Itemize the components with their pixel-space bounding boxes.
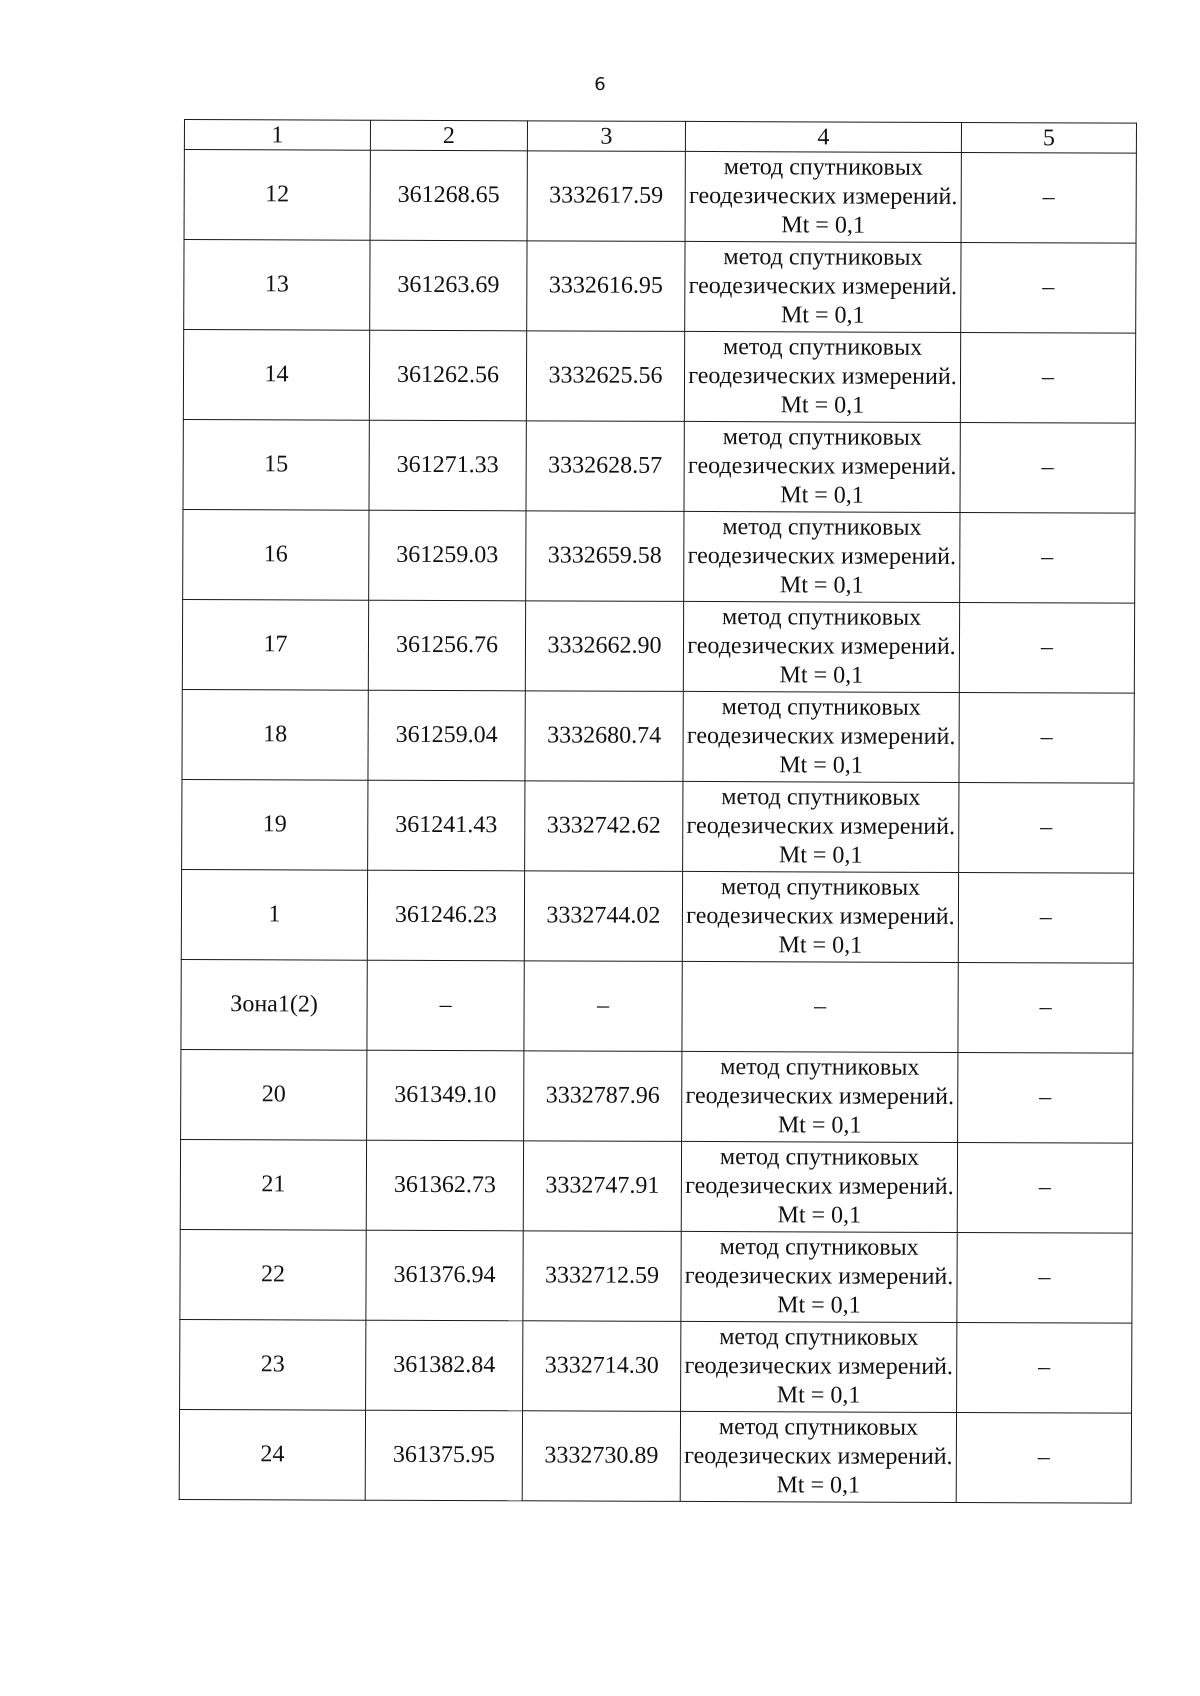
point-number-cell: 1	[181, 869, 367, 960]
table-row	[184, 150, 1136, 244]
method-cell: –	[682, 961, 958, 1052]
table-header-row	[184, 120, 1136, 154]
method-cell: метод спутниковых геодезических измерений. Mt = 0,1	[681, 1141, 957, 1232]
note-cell: –	[958, 1052, 1133, 1143]
note-cell: –	[958, 962, 1133, 1053]
column-header: 2	[370, 120, 527, 151]
x-coordinate-cell: 361376.94	[366, 1230, 523, 1321]
column-header: 3	[527, 121, 685, 152]
table-row	[181, 959, 1133, 1053]
y-coordinate-cell: 3332680.74	[525, 691, 683, 782]
y-coordinate-cell: 3332714.30	[523, 1321, 681, 1412]
x-coordinate-cell: 361259.03	[369, 510, 526, 601]
note-cell: –	[957, 1232, 1132, 1323]
x-coordinate-cell: 361263.69	[370, 240, 527, 331]
method-cell: метод спутниковых геодезических измерений. Mt = 0,1	[683, 601, 959, 692]
method-cell: метод спутниковых геодезических измерений. Mt = 0,1	[682, 1051, 958, 1142]
x-coordinate-cell: –	[367, 960, 524, 1051]
note-cell: –	[957, 1142, 1132, 1233]
y-coordinate-cell: 3332787.96	[524, 1051, 682, 1142]
point-number-cell: 22	[180, 1229, 366, 1320]
note-cell: –	[959, 692, 1134, 783]
table-row	[184, 240, 1136, 334]
note-cell: –	[961, 242, 1136, 333]
y-coordinate-cell: 3332628.57	[526, 421, 684, 512]
method-cell: метод спутниковых геодезических измерений. Mt = 0,1	[685, 151, 961, 242]
point-number-cell: 24	[179, 1409, 365, 1500]
point-number-cell: 16	[183, 509, 369, 600]
y-coordinate-cell: 3332617.59	[527, 151, 685, 242]
table-row	[182, 779, 1134, 873]
coordinates-table	[179, 119, 1137, 1504]
point-number-cell: 14	[183, 330, 369, 421]
note-cell: –	[959, 602, 1134, 693]
x-coordinate-cell: 361375.95	[365, 1410, 522, 1501]
note-cell: –	[960, 422, 1135, 513]
note-cell: –	[956, 1412, 1131, 1503]
column-header: 5	[961, 122, 1136, 153]
method-cell: метод спутниковых геодезических измерений. Mt = 0,1	[684, 511, 960, 602]
table-row	[182, 599, 1134, 693]
point-number-cell: 12	[184, 150, 370, 241]
y-coordinate-cell: 3332625.56	[526, 331, 684, 422]
note-cell: –	[961, 152, 1136, 243]
point-number-cell: 13	[184, 240, 370, 331]
point-number-cell: 21	[180, 1139, 366, 1230]
note-cell: –	[960, 512, 1135, 603]
column-header: 4	[685, 121, 961, 152]
note-cell: –	[958, 872, 1133, 963]
method-cell: метод спутниковых геодезических измерений. Mt = 0,1	[681, 1231, 957, 1322]
method-cell: метод спутниковых геодезических измерений. Mt = 0,1	[683, 691, 959, 782]
x-coordinate-cell: 361259.04	[368, 690, 525, 781]
y-coordinate-cell: 3332616.95	[527, 241, 685, 332]
y-coordinate-cell: 3332662.90	[525, 601, 683, 692]
point-number-cell: 18	[182, 689, 368, 780]
table-row	[182, 689, 1134, 783]
note-cell: –	[959, 782, 1134, 873]
y-coordinate-cell: 3332747.91	[523, 1141, 681, 1232]
method-cell: метод спутниковых геодезических измерений. Mt = 0,1	[681, 1321, 957, 1412]
x-coordinate-cell: 361246.23	[367, 870, 524, 961]
page-number: 6	[594, 74, 606, 95]
x-coordinate-cell: 361256.76	[368, 600, 525, 691]
table-row	[180, 1319, 1132, 1413]
x-coordinate-cell: 361271.33	[369, 420, 526, 511]
point-number-cell: 19	[182, 779, 368, 870]
x-coordinate-cell: 361262.56	[369, 330, 526, 421]
point-number-cell: 20	[181, 1049, 367, 1140]
table-row	[183, 509, 1135, 603]
y-coordinate-cell: 3332712.59	[523, 1231, 681, 1322]
note-cell: –	[960, 332, 1135, 423]
table-row	[179, 1409, 1131, 1503]
x-coordinate-cell: 361362.73	[366, 1140, 523, 1231]
y-coordinate-cell: 3332659.58	[526, 511, 684, 602]
table-row	[180, 1139, 1132, 1233]
column-header: 1	[184, 120, 370, 151]
note-cell: –	[957, 1322, 1132, 1413]
method-cell: метод спутниковых геодезических измерений. Mt = 0,1	[684, 331, 960, 422]
table-row	[181, 1049, 1133, 1143]
x-coordinate-cell: 361382.84	[366, 1320, 523, 1411]
method-cell: метод спутниковых геодезических измерений. Mt = 0,1	[680, 1411, 956, 1502]
x-coordinate-cell: 361268.65	[370, 150, 527, 241]
x-coordinate-cell: 361241.43	[368, 780, 525, 871]
table-row	[181, 869, 1133, 963]
y-coordinate-cell: 3332744.02	[524, 871, 682, 962]
method-cell: метод спутниковых геодезических измерений. Mt = 0,1	[684, 421, 960, 512]
y-coordinate-cell: –	[524, 961, 682, 1052]
y-coordinate-cell: 3332730.89	[522, 1411, 680, 1502]
y-coordinate-cell: 3332742.62	[525, 781, 683, 872]
point-number-cell: 15	[183, 419, 369, 510]
coordinates-table-body	[179, 120, 1136, 1504]
point-number-cell: Зона1(2)	[181, 959, 367, 1050]
table-row	[180, 1229, 1132, 1323]
point-number-cell: 23	[180, 1319, 366, 1410]
table-row	[183, 419, 1135, 513]
method-cell: метод спутниковых геодезических измерений. Mt = 0,1	[683, 781, 959, 872]
x-coordinate-cell: 361349.10	[367, 1050, 524, 1141]
point-number-cell: 17	[182, 599, 368, 690]
table-row	[183, 330, 1135, 424]
method-cell: метод спутниковых геодезических измерений. Mt = 0,1	[685, 241, 961, 332]
method-cell: метод спутниковых геодезических измерений. Mt = 0,1	[682, 871, 958, 962]
